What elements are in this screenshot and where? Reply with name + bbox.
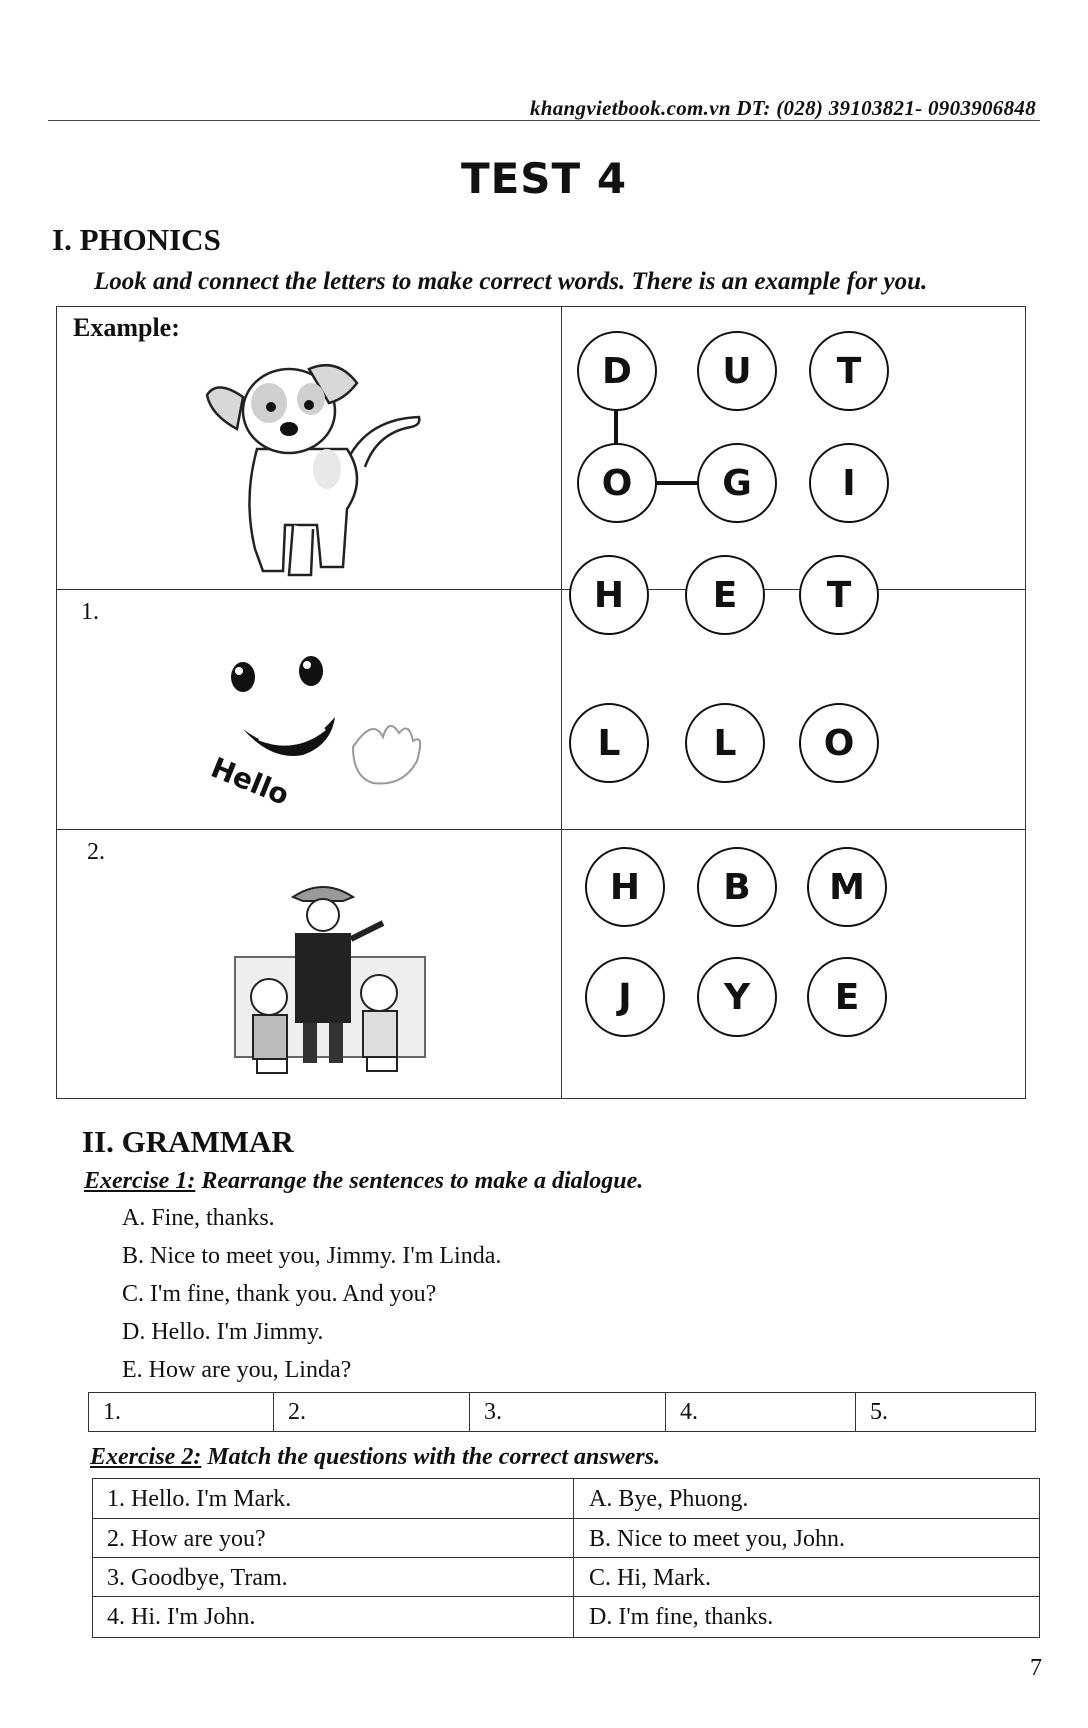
letter-circle[interactable]: E bbox=[807, 957, 887, 1037]
question-cell: 3. Goodbye, Tram. bbox=[107, 1565, 288, 1591]
answer-slot[interactable]: 3. bbox=[469, 1393, 665, 1431]
hello-face-picture bbox=[203, 637, 443, 817]
answer-slot[interactable]: 5. bbox=[855, 1393, 1035, 1431]
letter-circle[interactable]: L bbox=[685, 703, 765, 783]
letter-circle[interactable]: M bbox=[807, 847, 887, 927]
table-divider bbox=[57, 589, 1025, 590]
example-connector-line bbox=[655, 481, 701, 485]
family-picture bbox=[233, 877, 433, 1087]
question-cell: 1. Hello. I'm Mark. bbox=[107, 1486, 292, 1512]
publisher-contact: khangvietbook.com.vn DT: (028) 39103821- 0903906848 bbox=[529, 96, 1036, 120]
letter-circle[interactable]: G bbox=[697, 443, 777, 523]
section-heading-grammar: II. GRAMMAR bbox=[82, 1124, 294, 1159]
dialogue-option: B. Nice to meet you, Jimmy. I'm Linda. bbox=[122, 1243, 502, 1269]
answer-cell: D. I'm fine, thanks. bbox=[589, 1604, 774, 1630]
letter-circle[interactable]: O bbox=[577, 443, 657, 523]
letter-circle[interactable]: D bbox=[577, 331, 657, 411]
letter-circle[interactable]: L bbox=[569, 703, 649, 783]
exercise2-instruction: Match the questions with the correct answers. bbox=[207, 1444, 661, 1470]
exercise1-title bbox=[84, 1168, 643, 1195]
matching-table bbox=[92, 1478, 1040, 1638]
hello-text: Hello bbox=[206, 750, 294, 812]
letter-circle[interactable]: J bbox=[585, 957, 665, 1037]
answer-cell: A. Bye, Phuong. bbox=[589, 1486, 749, 1512]
letter-circle[interactable]: O bbox=[799, 703, 879, 783]
answer-slot[interactable]: 4. bbox=[665, 1393, 855, 1431]
phonics-instruction: Look and connect the letters to make correct words. There is an example for you. bbox=[94, 268, 928, 295]
answer-slot[interactable]: 1. bbox=[103, 1399, 121, 1425]
exercise1-label: Exercise 1: bbox=[84, 1168, 196, 1194]
table-row bbox=[93, 1557, 1039, 1598]
letter-circle[interactable]: T bbox=[809, 331, 889, 411]
exercise1-instruction: Rearrange the sentences to make a dialogue. bbox=[201, 1168, 644, 1194]
letter-circle[interactable]: H bbox=[569, 555, 649, 635]
letter-circle[interactable]: E bbox=[685, 555, 765, 635]
exercise2-title bbox=[90, 1444, 660, 1471]
answer-order-row bbox=[88, 1392, 1036, 1432]
answer-slot[interactable]: 2. bbox=[273, 1393, 469, 1431]
example-label: Example: bbox=[73, 313, 180, 342]
section-heading-phonics: I. PHONICS bbox=[52, 222, 221, 257]
question-cell: 2. How are you? bbox=[107, 1526, 266, 1552]
item-number: 1. bbox=[81, 599, 99, 625]
table-divider bbox=[561, 307, 562, 1098]
dog-picture bbox=[197, 349, 437, 583]
dialogue-option: A. Fine, thanks. bbox=[122, 1205, 275, 1231]
letter-circle[interactable]: B bbox=[697, 847, 777, 927]
table-row bbox=[93, 1596, 1039, 1637]
example-connector-line bbox=[614, 409, 618, 445]
exercise2-label: Exercise 2: bbox=[90, 1444, 202, 1470]
answer-cell: B. Nice to meet you, John. bbox=[589, 1526, 845, 1552]
table-row bbox=[93, 1479, 1039, 1519]
item-number: 2. bbox=[87, 839, 105, 865]
page-number: 7 bbox=[1030, 1655, 1042, 1681]
dialogue-option: E. How are you, Linda? bbox=[122, 1357, 352, 1383]
phonics-table bbox=[56, 306, 1026, 1099]
dialogue-option: D. Hello. I'm Jimmy. bbox=[122, 1319, 324, 1345]
page-title: TEST 4 bbox=[460, 154, 628, 203]
header-divider bbox=[48, 120, 1040, 121]
table-row bbox=[93, 1518, 1039, 1559]
table-divider bbox=[57, 829, 1025, 830]
letter-circle[interactable]: H bbox=[585, 847, 665, 927]
letter-circle[interactable]: Y bbox=[697, 957, 777, 1037]
letter-circle[interactable]: U bbox=[697, 331, 777, 411]
question-cell: 4. Hi. I'm John. bbox=[107, 1604, 256, 1630]
dialogue-option: C. I'm fine, thank you. And you? bbox=[122, 1281, 437, 1307]
letter-circle[interactable]: I bbox=[809, 443, 889, 523]
letter-circle[interactable]: T bbox=[799, 555, 879, 635]
answer-cell: C. Hi, Mark. bbox=[589, 1565, 711, 1591]
